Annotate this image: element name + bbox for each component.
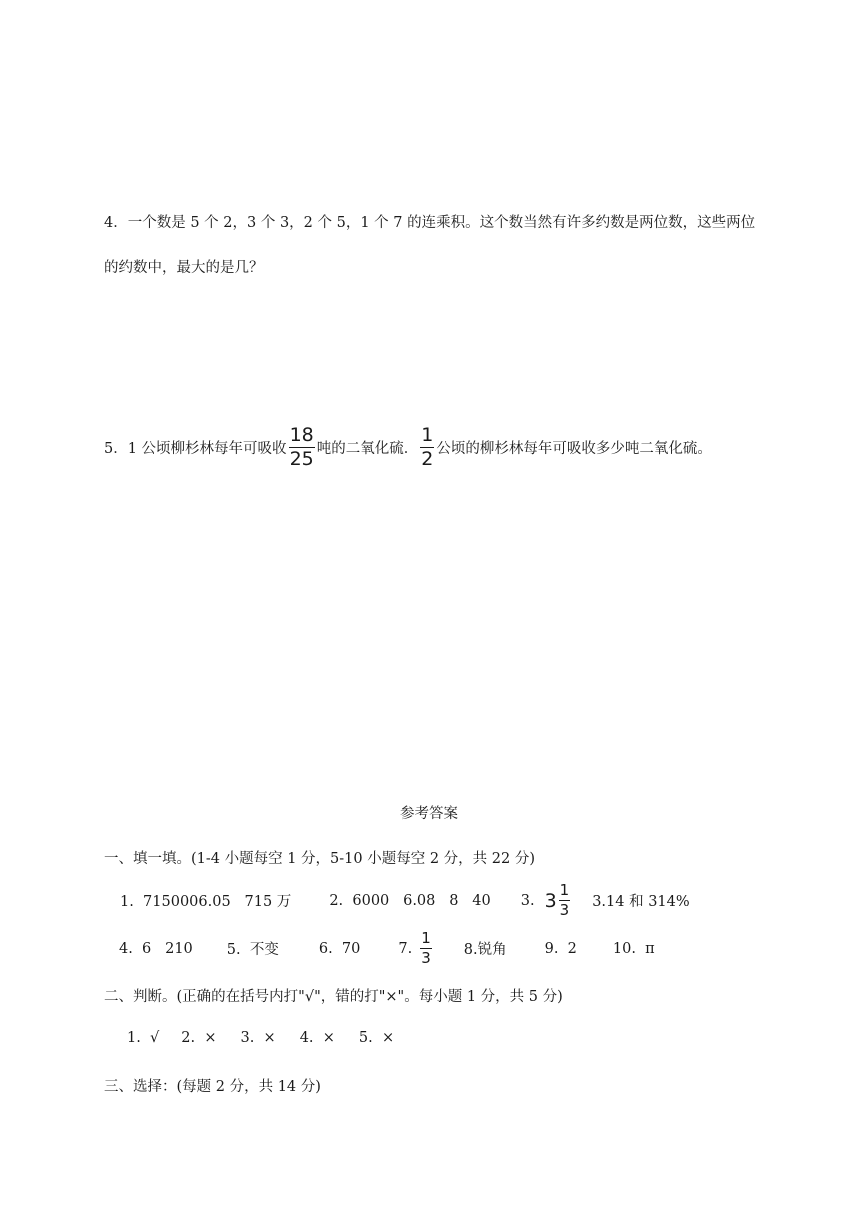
fraction-18-25 bbox=[289, 426, 315, 469]
section-2-answers bbox=[127, 1030, 394, 1046]
judge-answer-5: 5. × bbox=[358, 1030, 395, 1046]
answer-7-label: 7. bbox=[398, 940, 413, 957]
section-1-row-1 bbox=[120, 883, 690, 918]
answer-3-label: 3. bbox=[520, 892, 535, 909]
fraction-numerator: 1 bbox=[421, 929, 431, 947]
judge-answer-4: 4. × bbox=[299, 1030, 335, 1046]
answer-7-fraction bbox=[420, 931, 432, 966]
judge-answer-3: 3. × bbox=[240, 1030, 276, 1046]
judge-answer-2: 2. × bbox=[181, 1030, 217, 1046]
question-5-suffix: 公顷的柳杉林每年可吸收多少吨二氧化硫。 bbox=[436, 441, 712, 457]
answer-3-whole: 3 bbox=[544, 889, 557, 912]
section-2-heading: 二、判断。(正确的在括号内打"√"，错的打"×"。每小题 1 分，共 5 分) bbox=[104, 989, 563, 1005]
answer-1: 1. 7150006.05 715 万 bbox=[120, 894, 292, 910]
fraction-denominator: 2 bbox=[421, 448, 434, 470]
answer-4: 4. 6 210 bbox=[119, 940, 193, 957]
answer-8: 8.锐角 bbox=[463, 942, 507, 958]
fraction-numerator: 1 bbox=[559, 881, 570, 899]
answer-3-fraction bbox=[559, 883, 571, 918]
answer-3-rest: 3.14 和 314% bbox=[592, 894, 690, 910]
answer-6: 6. 70 bbox=[318, 940, 361, 957]
answer-2: 2. 6000 6.08 8 40 bbox=[329, 892, 491, 909]
question-5-prefix: 5．1 公顷柳杉林每年可吸收 bbox=[104, 441, 287, 457]
question-4-line-1: 4．一个数是 5 个 2，3 个 3，2 个 5，1 个 7 的连乘积。这个数当然有许多约数是两位数，这些两位 bbox=[104, 215, 756, 231]
fraction-numerator: 1 bbox=[421, 424, 434, 446]
fraction-denominator: 3 bbox=[421, 949, 431, 967]
question-5 bbox=[104, 426, 712, 469]
question-5-middle: 吨的二氧化硫． bbox=[316, 441, 419, 457]
judge-answer-1: 1. √ bbox=[127, 1030, 160, 1046]
answers-title: 参考答案 bbox=[400, 806, 458, 822]
fraction-denominator: 3 bbox=[559, 901, 570, 919]
fraction-denominator: 25 bbox=[289, 448, 314, 470]
fraction-numerator: 18 bbox=[289, 424, 314, 446]
answer-9: 9. 2 bbox=[544, 940, 577, 957]
section-1-row-2 bbox=[119, 931, 655, 966]
section-1-heading: 一、填一填。(1-4 小题每空 1 分，5-10 小题每空 2 分，共 22 分) bbox=[104, 851, 536, 867]
fraction-1-2 bbox=[420, 426, 434, 469]
question-4-line-2: 的约数中，最大的是几？ bbox=[104, 260, 264, 276]
section-3-heading: 三、选择：(每题 2 分，共 14 分) bbox=[104, 1079, 321, 1095]
answer-5: 5. 不变 bbox=[226, 942, 279, 958]
answer-10: 10. π bbox=[612, 940, 655, 957]
